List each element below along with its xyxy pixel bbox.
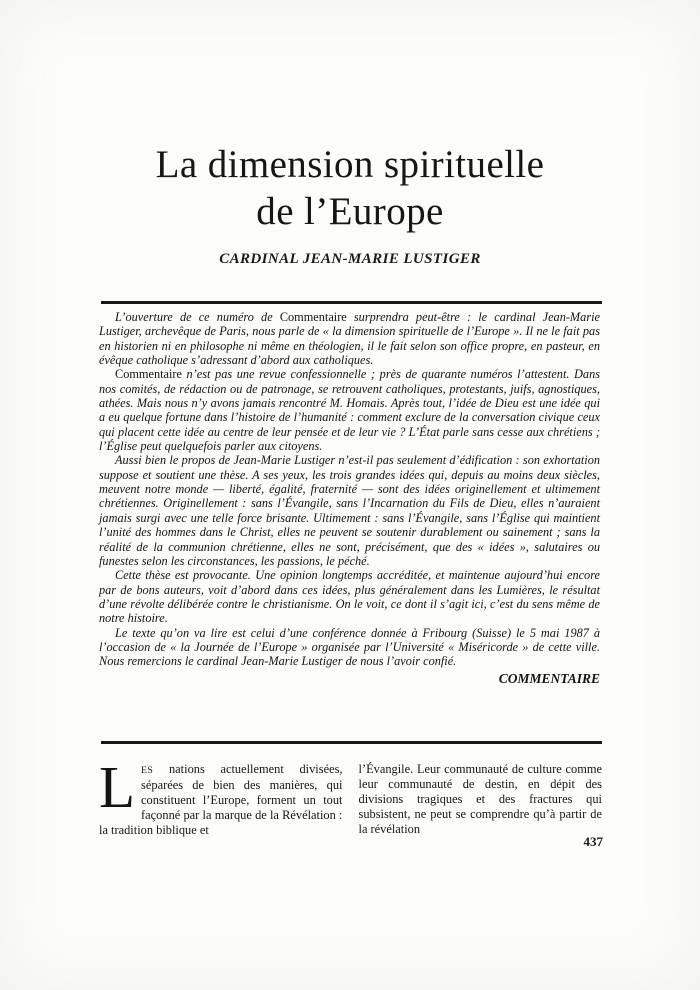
editorial-introduction: [99, 310, 600, 686]
top-divider-rule: [101, 301, 602, 304]
left-column-text: nations actuellement divisées, séparées de bien des manières, qui constituent l’Europe, forment un tout façonné par la marque de la Révélation : la tradition biblique et: [99, 762, 343, 838]
left-column: [99, 754, 343, 838]
intro-paragraph: Cette thèse est provocante. Une opinion longtemps accréditée, et maintenue aujourd’hui encore par de bons auteurs, voit d’abord dans ces idées, plus généralement dans les Lumières, le résultat d’une révolte délibérée contre le christianisme. On le voit, ce dont il s’agit ici, c’est du sens même de notre histoire.: [99, 568, 600, 626]
article-title: [0, 141, 700, 235]
intro-paragraph: Commentaire n’est pas une revue confessionnelle ; près de quarante numéros l’attestent. Dans nos comités, de rédaction ou de patronage, se retrouvent catholiques, protestants, juifs, agnostiques, athées. Mais nous n’y avons jamais rencontré M. Homais. Après tout, l’idée de Dieu est une idée qui a eu quelque fortune dans l’histoire de l’humanité : comment exclure de la conversation civique ceux qui placent cette idée au centre de leur pensée et de leur vie ? L’État parle sans cesse aux chrétiens ; l’Église peut quelquefois parler aux citoyens.: [99, 367, 600, 454]
title-line-2: de l’Europe: [256, 190, 444, 233]
article-body: [99, 754, 602, 838]
middle-divider-rule: [101, 741, 602, 744]
intro-paragraph: L’ouverture de ce numéro de Commentaire surprendra peut-être : le cardinal Jean-Marie Lustiger, archevêque de Paris, nous parle de « la dimension spirituelle de l’Europe ». Il ne le fait pas en historien ni en philosophe ni même en théologien, il le fait selon son office propre, en pasteur, en évêque catholique s’adressant d’abord aux catholiques.: [99, 310, 600, 368]
title-line-1: La dimension spirituelle: [155, 143, 545, 186]
right-column: l’Évangile. Leur communauté de culture comme leur communauté de destin, en dépit des divisions tragiques et des fractures qui subsistent, ne peut se comprendre qu’à partir de la révélation: [358, 762, 602, 837]
intro-paragraph: Aussi bien le propos de Jean-Marie Lustiger n’est-il pas seulement d’édification : son exhortation suppose et soutient une thèse. A ses yeux, les trois grandes idées qui, depuis au moins deux siècles, meuvent notre monde — liberté, égalité, fraternité — sont des idées originellement et ultimement chrétiennes. Originellement : sans l’Évangile, sans l’Incarnation du Fils de Dieu, elles n’auraient jamais surgi avec une telle force brisante. Ultimement : sans l’Évangile, sans l’Église qui maintient l’unité des hommes dans le Christ, elles ne peuvent se soutenir durablement ou sainement ; sans la réalité de la communion chrétienne, elles ne sont, précisément, que des « idées », salutaires ou funestes selon les circonstances, les passions, le péché.: [99, 453, 600, 568]
lead-small-caps: ES: [141, 765, 154, 776]
page-number: 437: [583, 834, 603, 849]
intro-paragraphs: [99, 310, 600, 669]
author-name: CARDINAL JEAN-MARIE LUSTIGER: [219, 251, 481, 267]
drop-cap-letter: L: [99, 754, 136, 820]
intro-paragraph: Le texte qu’on va lire est celui d’une conférence donnée à Fribourg (Suisse) le 5 mai 1987 à l’occasion de « la Journée de l’Europe » organisée par l’Université « Miséricorde » de cette ville. Nous remercions le cardinal Jean-Marie Lustiger de nous l’avoir confié.: [99, 625, 600, 669]
editorial-signature: COMMENTAIRE: [498, 670, 600, 686]
